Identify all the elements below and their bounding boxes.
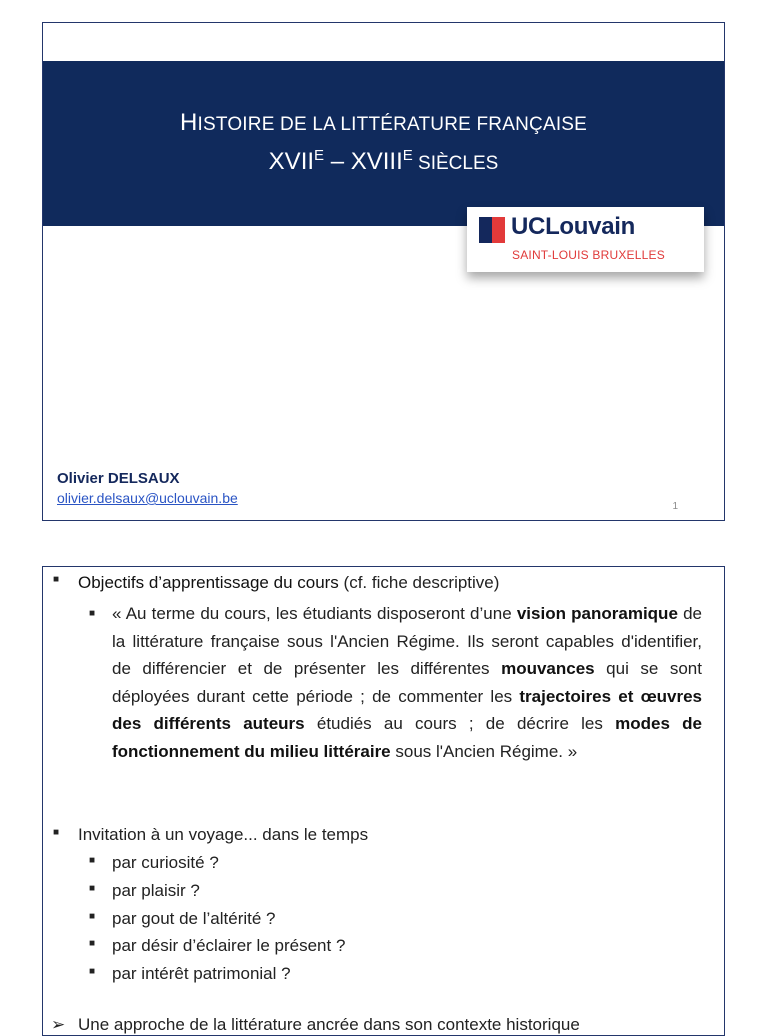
- bullet-icon: ■: [89, 608, 96, 619]
- course-subtitle: [43, 147, 724, 176]
- objectives-label: Objectifs d’apprentissage du cours: [78, 573, 339, 592]
- uclouvain-logo: [467, 207, 704, 272]
- century-18-sup: E: [402, 147, 413, 164]
- siecles-label: SIÈCLES: [412, 153, 499, 174]
- bullet-icon: ■: [53, 827, 60, 838]
- logo-name: UCLouvain: [511, 213, 635, 240]
- list-item: par gout de l’altérité ?: [112, 909, 276, 928]
- objectives-quote: « Au terme du cours, les étudiants disposeront d’une vision panoramique de la littérature française sous l'Ancien Régime. Ils seront capables d'identifier, de différencier et de présenter les différentes mouvances qui se sont déployées durant cette période ; de commenter les trajectoires et œuvres des différents auteurs étudiés au cours ; de décrire les modes de fonctionnement du milieu littéraire sous l'Ancien Régime. »: [112, 604, 703, 761]
- title-band: [43, 61, 724, 226]
- author-email-link[interactable]: olivier.delsaux@uclouvain.be: [57, 490, 238, 506]
- century-17: XVII: [268, 148, 315, 175]
- logo-mark-icon: [479, 217, 505, 243]
- author-name: Olivier DELSAUX: [57, 470, 180, 487]
- list-item: par plaisir ?: [112, 881, 200, 900]
- logo-subtitle: SAINT-LOUIS BRUXELLES: [512, 248, 665, 262]
- course-title: [43, 109, 724, 137]
- page-number: 1: [672, 501, 678, 512]
- list-item: par intérêt patrimonial ?: [112, 964, 291, 983]
- objectives-note: (cf. fiche descriptive): [338, 573, 500, 592]
- objectives-heading: [78, 573, 499, 593]
- list-item: par désir d’éclairer le présent ?: [112, 936, 346, 955]
- arrow-icon: ➢: [51, 1015, 66, 1034]
- bullet-icon: ■: [53, 574, 60, 585]
- voyage-heading: Invitation à un voyage... dans le temps: [78, 825, 369, 844]
- objectives-slide: ■ Objectifs d’apprentissage du cours (cf. fiche descriptive) ■ « Au terme du cours, les étudiants disposeront d’une vision panoramique de la littérature française sous l'Ancien Régime. Ils seront capables d'identifier, de différencier et de présenter les différentes mouvances qui se sont déployées durant cette période ; de commenter les trajectoires et œuvres des différents auteurs étudiés au cours ; de décrire les modes de fonctionnement du milieu littéraire sous l'Ancien Régime. » ■ Invitation à un voyage... dans le temps ■ par curiosité ? ■ par plaisir ? ■ par gout de l’altérité ? ■ par désir d’éclairer le présent ? ■ par intérêt patrimonial ? ➢ Une approche de la littérature ancrée dans son contexte historique: [42, 566, 725, 1036]
- century-18: – XVIII: [324, 148, 403, 175]
- century-17-sup: E: [314, 147, 325, 164]
- list-item: par curiosité ?: [112, 853, 219, 872]
- title-rest: ISTOIRE DE LA LITTÉRATURE FRANÇAISE: [197, 114, 588, 135]
- title-initial: H: [179, 109, 198, 136]
- context-heading: Une approche de la littérature ancrée dans son contexte historique: [78, 1015, 580, 1034]
- title-slide: [42, 22, 725, 521]
